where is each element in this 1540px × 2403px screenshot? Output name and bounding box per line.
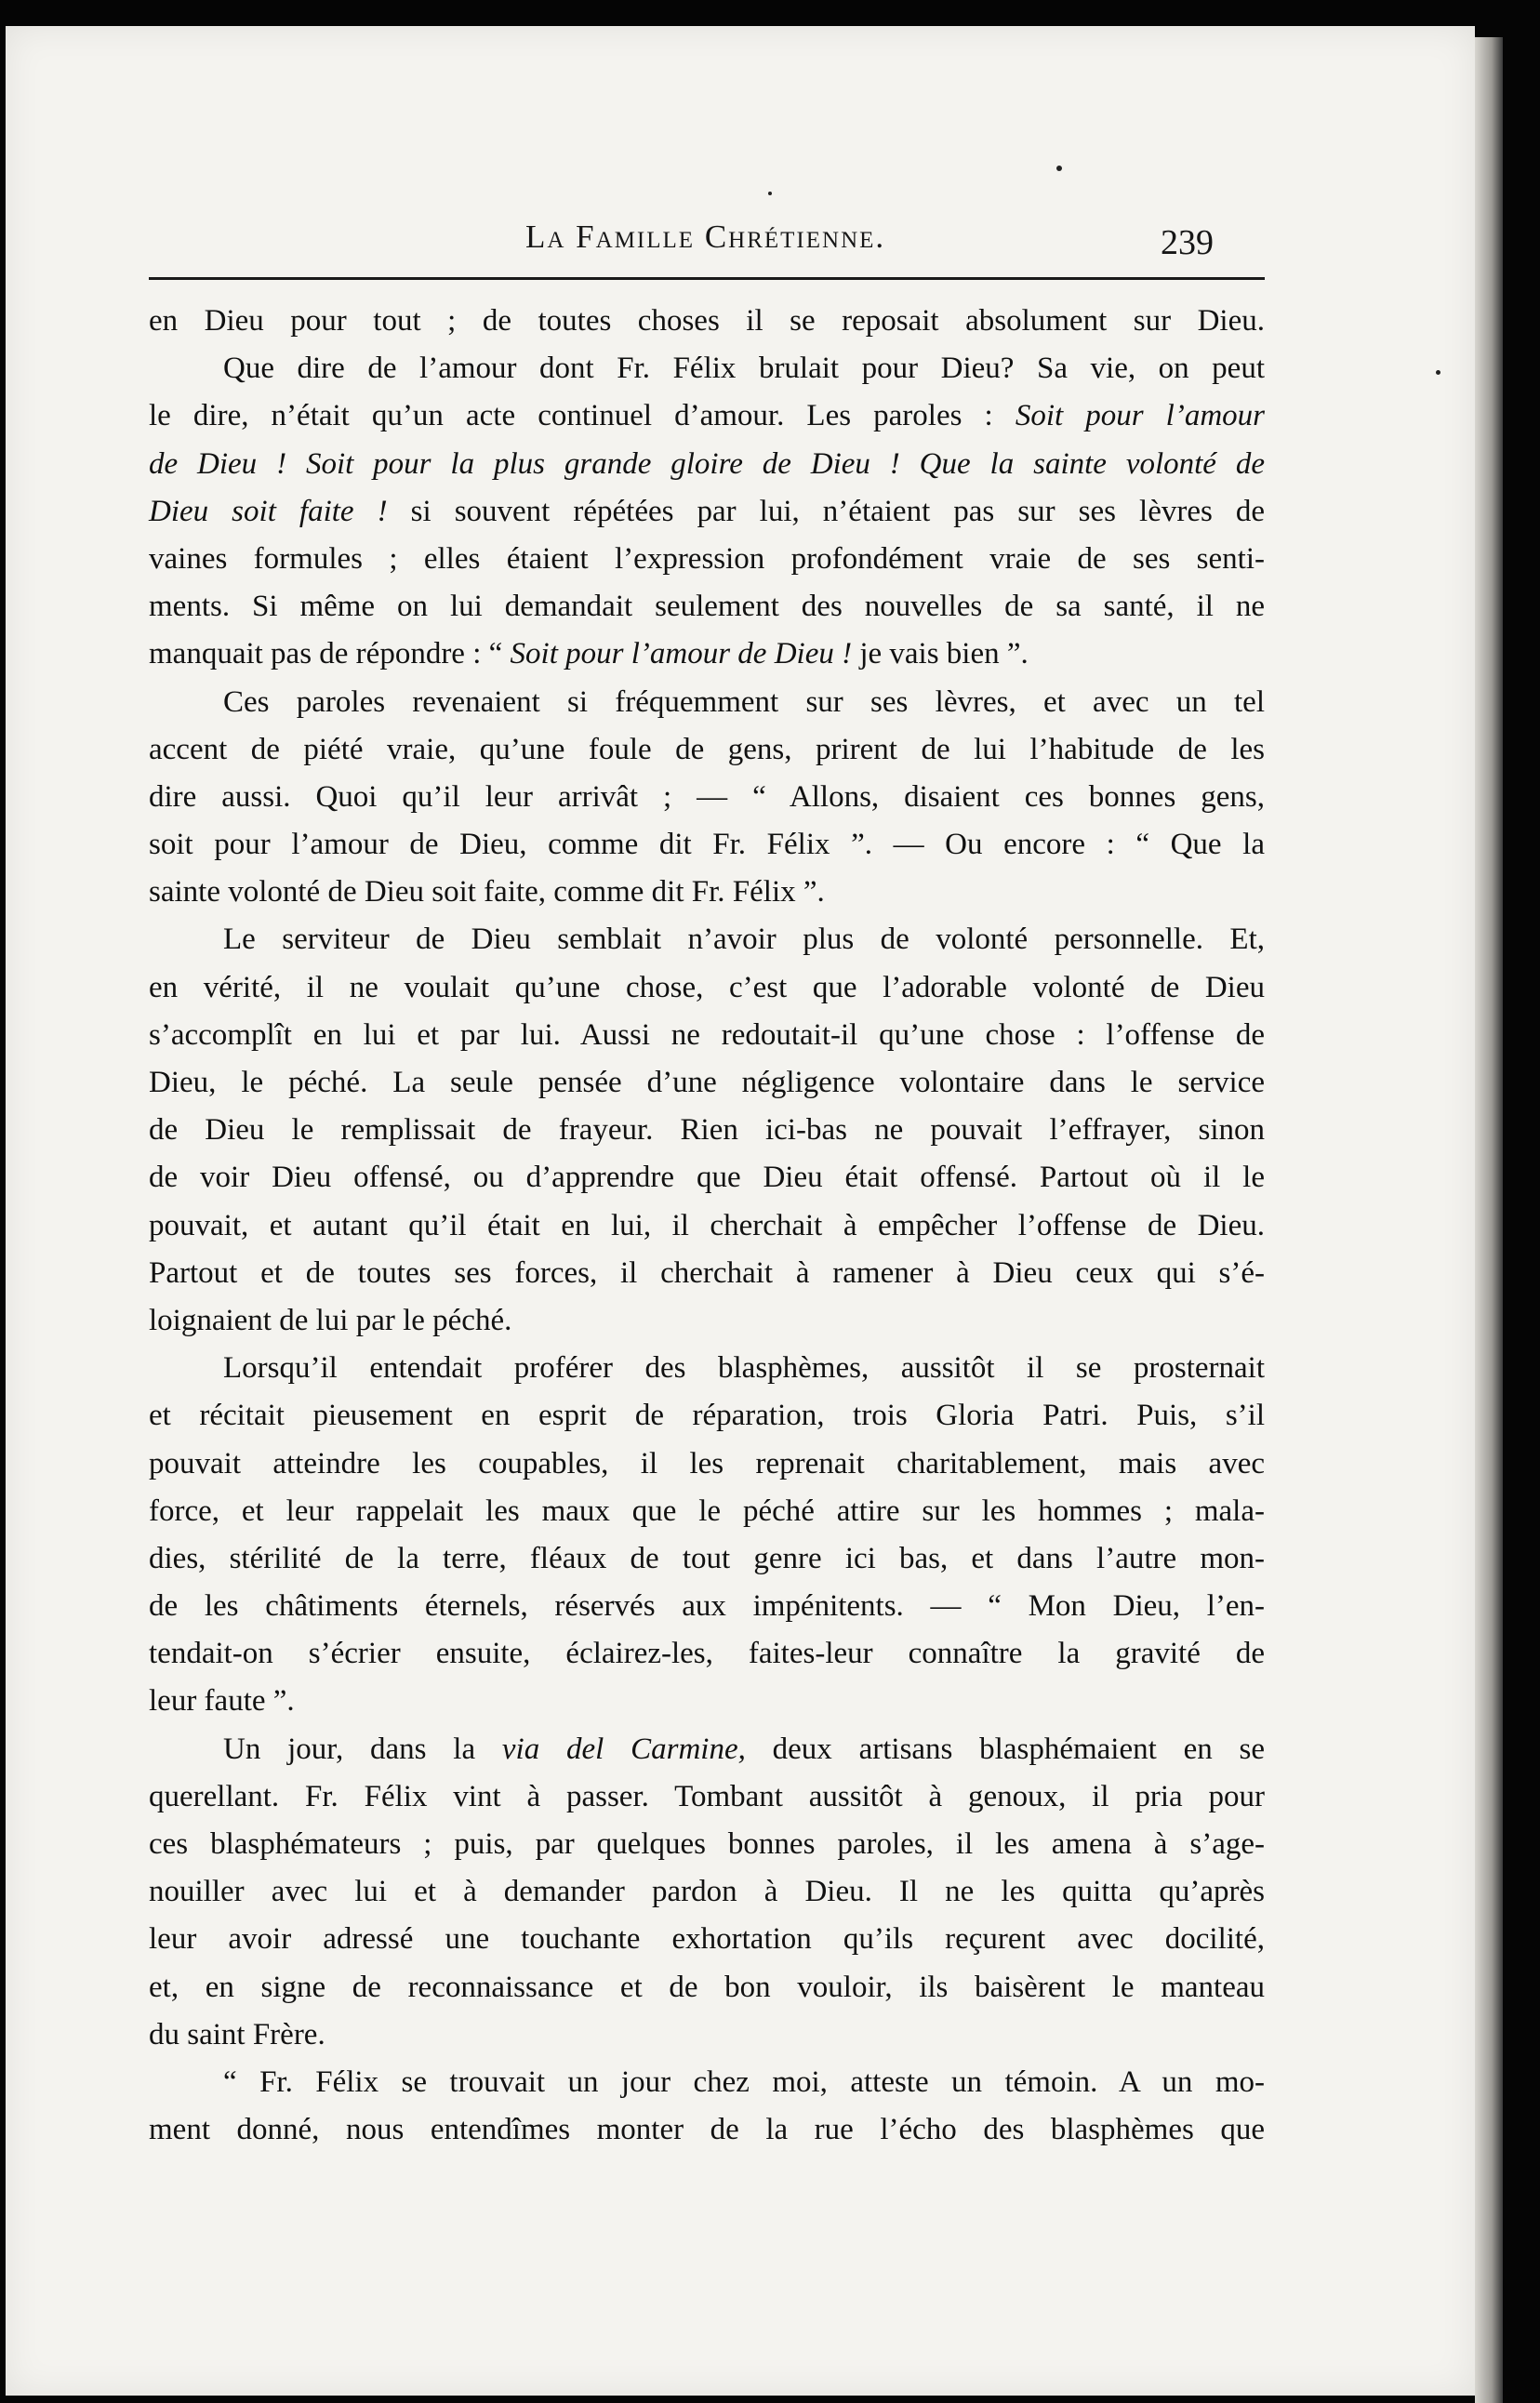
text-line: querellant. Fr. Félix vint à passer. Tombant aussitôt à genoux, il pria pour <box>149 1779 1265 1813</box>
text-line: manquait pas de répondre : “ Soit pour l’amour de Dieu ! je vais bien ”. <box>149 637 1029 671</box>
text-line: pouvait atteindre les coupables, il les reprenait charitablement, mais avec <box>149 1446 1265 1480</box>
text-line: du saint Frère. <box>149 2017 325 2051</box>
text-line: accent de piété vraie, qu’une foule de gens, prirent de lui l’habitude de les <box>149 732 1265 766</box>
text-line: le dire, n’était qu’un acte continuel d’amour. Les paroles : Soit pour l’amour <box>149 399 1266 433</box>
page-edge-shadow <box>1475 37 1503 2403</box>
text-line: soit pour l’amour de Dieu, comme dit Fr. Félix ”. — Ou encore : “ Que la <box>149 828 1265 862</box>
text-line: Le serviteur de Dieu semblait n’avoir plus de volonté personnelle. Et, <box>223 923 1265 957</box>
page-header <box>149 219 1265 274</box>
text-line: dies, stérilité de la terre, fléaux de tout genre ici bas, et dans l’autre mon- <box>149 1541 1265 1575</box>
text-line: Partout et de toutes ses forces, il cherchait à ramener à Dieu ceux qui s’é- <box>149 1255 1265 1290</box>
text-line: Que dire de l’amour dont Fr. Félix brulait pour Dieu? Sa vie, on peut <box>223 352 1265 386</box>
text-line: Dieu soit faite ! si souvent répétées par lui, n’étaient pas sur ses lèvres de <box>149 494 1266 528</box>
text-line: en vérité, il ne voulait qu’une chose, c’est que l’adorable volonté de Dieu <box>149 970 1265 1004</box>
text-line: dire aussi. Quoi qu’il leur arrivât ; — “ Allons, disaient ces bonnes gens, <box>149 779 1265 814</box>
body-text <box>149 298 1265 2154</box>
running-head: La Famille Chrétienne. <box>525 219 886 255</box>
text-line: “ Fr. Félix se trouvait un jour chez moi, atteste un témoin. A un mo- <box>223 2064 1265 2099</box>
ink-speck <box>768 192 772 195</box>
text-line: et récitait pieusement en esprit de réparation, trois Gloria Patri. Puis, s’il <box>149 1399 1265 1433</box>
text-line: Lorsqu’il entendait proférer des blasphèmes, aussitôt il se prosternait <box>223 1351 1265 1386</box>
text-line: de les châtiments éternels, réservés aux impénitents. — “ Mon Dieu, l’en- <box>149 1589 1265 1624</box>
text-line: leur faute ”. <box>149 1684 295 1719</box>
ink-speck <box>1436 370 1440 375</box>
page-number: 239 <box>1161 223 1214 262</box>
text-line: leur avoir adressé une touchante exhortation qu’ils reçurent avec docilité, <box>149 1922 1265 1957</box>
text-line: ces blasphémateurs ; puis, par quelques bonnes paroles, il les amena à s’age- <box>149 1827 1265 1861</box>
header-rule <box>149 277 1265 280</box>
text-line: pouvait, et autant qu’il était en lui, il cherchait à empêcher l’offense de Dieu. <box>149 1208 1265 1242</box>
text-line: nouiller avec lui et à demander pardon à Dieu. Il ne les quitta qu’après <box>149 1875 1265 1909</box>
text-line: force, et leur rappelait les maux que le péché attire sur les hommes ; mala- <box>149 1494 1265 1528</box>
text-line: et, en signe de reconnaissance et de bon vouloir, ils baisèrent le manteau <box>149 1970 1265 2004</box>
text-line: ments. Si même on lui demandait seulement des nouvelles de sa santé, il ne <box>149 590 1265 624</box>
text-line: Dieu, le péché. La seule pensée d’une négligence volontaire dans le service <box>149 1066 1265 1099</box>
text-line: de voir Dieu offensé, ou d’apprendre que Dieu était offensé. Partout où il le <box>149 1161 1265 1195</box>
text-line: ment donné, nous entendîmes monter de la rue l’écho des blasphèmes que <box>149 2113 1265 2147</box>
text-line: Un jour, dans la via del Carmine, deux artisans blasphémaient en se <box>223 1732 1266 1766</box>
text-line: de Dieu le remplissait de frayeur. Rien ici-bas ne pouvait l’effrayer, sinon <box>149 1113 1265 1148</box>
text-line: Ces paroles revenaient si fréquemment sur ses lèvres, et avec un tel <box>223 684 1265 719</box>
text-line: vaines formules ; elles étaient l’expression profondément vraie de ses senti- <box>149 541 1265 576</box>
text-line: de Dieu ! Soit pour la plus grande gloire de Dieu ! Que la sainte volonté de <box>149 446 1265 481</box>
ink-speck <box>1056 166 1062 171</box>
text-line: s’accomplît en lui et par lui. Aussi ne redoutait-il qu’une chose : l’offense de <box>149 1017 1265 1052</box>
text-line: sainte volonté de Dieu soit faite, comme dit Fr. Félix ”. <box>149 875 825 909</box>
text-line: loignaient de lui par le péché. <box>149 1303 512 1337</box>
text-line: tendait-on s’écrier ensuite, éclairez-les, faites-leur connaître la gravité de <box>149 1637 1265 1671</box>
text-line: en Dieu pour tout ; de toutes choses il se reposait absolument sur Dieu. <box>149 304 1265 338</box>
